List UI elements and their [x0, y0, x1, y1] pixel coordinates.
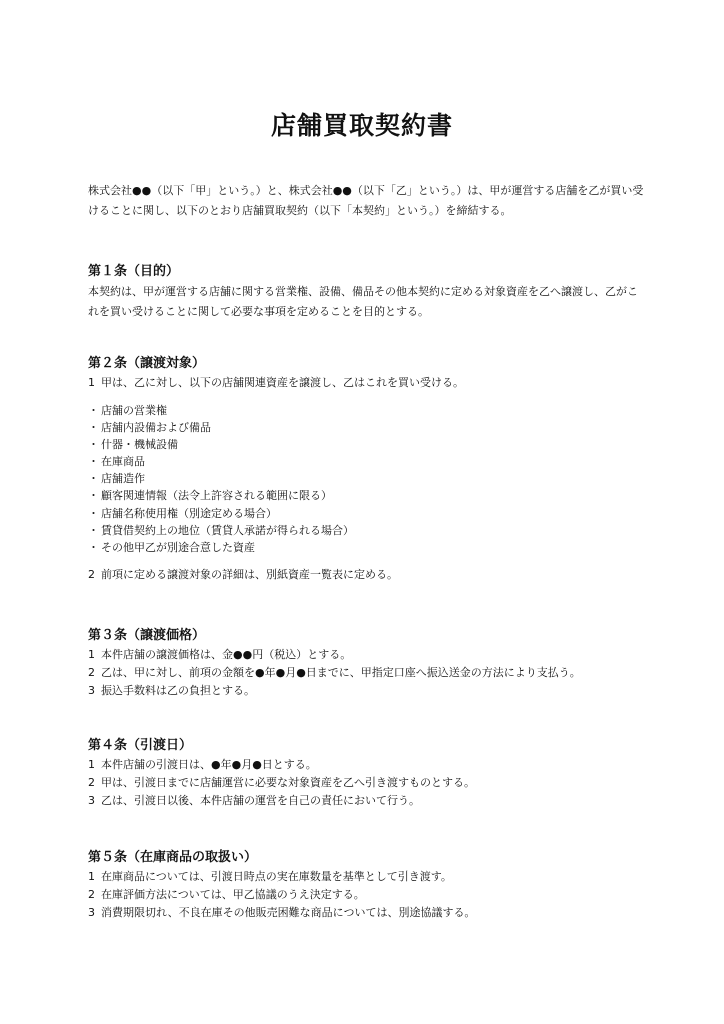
- bullet-mark: ・: [88, 472, 99, 486]
- article-2-paragraph-2: [88, 566, 648, 584]
- paragraph-text: 本件店舗の引渡日は、●年●月●日とする。: [101, 758, 317, 771]
- transfer-asset-list: [88, 402, 648, 556]
- paragraph-text: 甲は、乙に対し、以下の店舗関連資産を譲渡し、乙はこれを買い受ける。: [101, 376, 464, 389]
- list-item: [88, 436, 648, 453]
- list-item: [88, 522, 648, 539]
- article-2-heading: 第２条（譲渡対象）: [88, 356, 206, 371]
- paragraph-text: 前項に定める譲渡対象の詳細は、別紙資産一覧表に定める。: [101, 567, 398, 581]
- bullet-mark: ・: [88, 438, 99, 452]
- list-item-text: 店舗名称使用権（別途定める場合）: [101, 506, 277, 520]
- paragraph-text: 本件店舗の譲渡価格は、金●●円（税込）とする。: [101, 648, 352, 661]
- list-item-text: 店舗の営業権: [101, 404, 167, 417]
- article-4: [88, 737, 648, 810]
- bullet-mark: ・: [88, 506, 99, 520]
- list-item: [88, 470, 648, 487]
- list-item: [88, 402, 648, 419]
- list-item-text: 什器・機械設備: [101, 438, 178, 452]
- paragraph-number: 1: [88, 376, 95, 389]
- list-item-text: 店舗造作: [101, 472, 145, 486]
- paragraph-number: 3: [88, 906, 95, 919]
- article-2-paragraph-1: [88, 374, 648, 392]
- list-item: [88, 539, 648, 556]
- article-4-paragraph-3: [88, 792, 648, 810]
- article-1-body: 本契約は、甲が運営する店舗に関する営業権、設備、備品その他本契約に定める対象資産を乙へ譲渡し、乙がこれを買い受けることに関して必要な事項を定めることを目的とする。: [88, 285, 638, 318]
- bullet-mark: ・: [88, 489, 99, 503]
- list-item-text: 顧客関連情報（法令上許容される範囲に限る）: [101, 489, 332, 503]
- bullet-mark: ・: [88, 455, 99, 469]
- article-5: [88, 849, 648, 922]
- article-3-heading: 第３条（譲渡価格）: [88, 628, 206, 643]
- list-item: [88, 419, 648, 436]
- preamble: 株式会社●●（以下「甲」という。）と、株式会社●●（以下「乙」という。）は、甲が運営する店舗を乙が買い受けることに関し、以下のとおり店舗買取契約（以下「本契約」という。）を締結する。: [88, 184, 644, 217]
- list-item-text: 賃貸借契約上の地位（賃貸人承諾が得られる場合）: [101, 523, 354, 537]
- list-item: [88, 487, 648, 504]
- paragraph-number: 3: [88, 684, 95, 697]
- paragraph-number: 2: [88, 776, 95, 789]
- paragraph-text: 振込手数料は乙の負担とする。: [101, 684, 255, 697]
- list-item-text: 店舗内設備および備品: [101, 421, 211, 435]
- paragraph-number: 1: [88, 870, 95, 883]
- paragraph-number: 2: [88, 567, 95, 581]
- article-5-paragraph-3: [88, 904, 648, 922]
- article-5-paragraph-2: [88, 886, 648, 904]
- paragraph-number: 2: [88, 666, 95, 679]
- article-4-paragraph-2: [88, 774, 648, 792]
- paragraph-text: 消費期限切れ、不良在庫その他販売困難な商品については、別途協議する。: [101, 906, 476, 919]
- document-title: 店舗買取契約書: [270, 111, 453, 140]
- list-item: [88, 453, 648, 470]
- article-3-paragraph-2: [88, 664, 648, 682]
- article-3: [88, 627, 648, 700]
- article-5-paragraph-1: [88, 868, 648, 886]
- paragraph-number: 1: [88, 648, 95, 661]
- bullet-mark: ・: [88, 540, 99, 554]
- bullet-mark: ・: [88, 523, 99, 537]
- list-item-text: 在庫商品: [101, 455, 145, 469]
- article-4-heading: 第４条（引渡日）: [88, 738, 193, 753]
- paragraph-number: 2: [88, 888, 95, 901]
- article-3-paragraph-3: [88, 682, 648, 700]
- article-1-heading: 第１条（目的）: [88, 264, 180, 279]
- paragraph-text: 在庫商品については、引渡日時点の実在庫数量を基準として引き渡す。: [101, 870, 452, 883]
- list-item: [88, 505, 648, 522]
- paragraph-text: 在庫評価方法については、甲乙協議のうえ決定する。: [101, 888, 365, 901]
- article-4-paragraph-1: [88, 756, 648, 774]
- article-5-heading: 第５条（在庫商品の取扱い）: [88, 850, 258, 865]
- list-item-text: その他甲乙が別途合意した資産: [101, 540, 255, 554]
- paragraph-text: 乙は、引渡日以後、本件店舗の運営を自己の責任において行う。: [101, 794, 420, 807]
- paragraph-text: 甲は、引渡日までに店舗運営に必要な対象資産を乙へ引き渡すものとする。: [101, 776, 475, 789]
- bullet-mark: ・: [88, 421, 99, 435]
- paragraph-text: 乙は、甲に対し、前項の金額を●年●月●日までに、甲指定口座へ振込送金の方法により支払う。: [101, 666, 581, 679]
- paragraph-number: 1: [88, 758, 95, 771]
- article-2: [88, 355, 648, 584]
- article-1: [88, 263, 648, 322]
- article-3-paragraph-1: [88, 646, 648, 664]
- bullet-mark: ・: [88, 404, 99, 417]
- paragraph-number: 3: [88, 794, 95, 807]
